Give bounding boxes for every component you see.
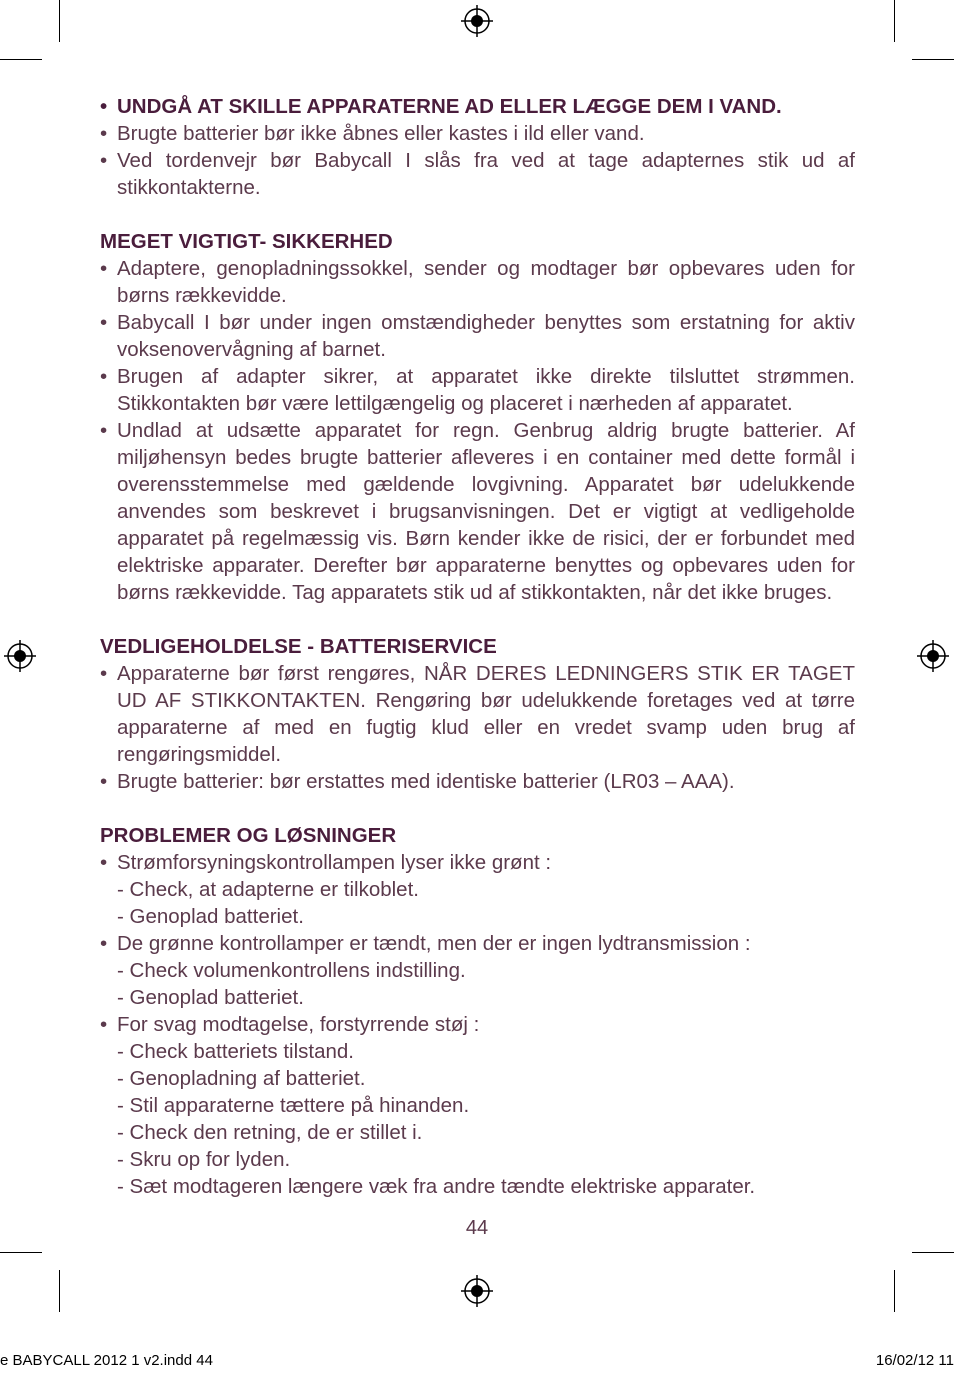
list-item: • Undlad at udsætte apparatet for regn. Genbrug aldrig brugte batterier. Af miljøhensyn bedes brugte batterier afleveres i en container med dette formål i overensstemmelse med gældende lovgivning. Apparatet bør udelukkende anvendes som beskrevet i brugsanvisningen. Det er vigtigt at vedligeholde apparatet på regelmæssig vis. Børn kender ikke de risici, der er forbundet med elektriske apparater. Derefter bør apparaterne benyttes og opbevares uden for børns rækkevidde. Tag apparatets stik ud af stikkontakten, når det ikke bruges. (100, 417, 855, 606)
list-item: • UNDGÅ AT SKILLE APPARATERNE AD ELLER LÆGGE DEM I VAND. (100, 93, 855, 120)
registration-mark-icon (915, 638, 951, 674)
crop-mark-top-left-v (59, 0, 60, 42)
page-content (100, 93, 855, 1200)
solution-item: - Check, at adapterne er tilkoblet. (117, 878, 419, 901)
list-item: • Brugen af adapter sikrer, at apparatet ikke direkte tilsluttet strømmen. Stikkontakten bør være lettilgængelig og placeret i nærheden af apparatet. (100, 363, 855, 417)
section-troubleshooting (100, 822, 855, 1200)
solution-item: - Check batteriets tilstand. (117, 1040, 354, 1063)
solution-item: - Stil apparaterne tættere på hinanden. (117, 1094, 470, 1117)
list-item: • Apparaterne bør først rengøres, NÅR DERES LEDNINGERS STIK ER TAGET UD AF STIKKONTAKTEN. Rengøring bør udelukkende foretages ved at tørre apparaterne af med en fugtig klud eller en vredet svamp uden brug af rengøringsmiddel. (100, 660, 855, 768)
solution-item: - Check den retning, de er stillet i. (117, 1121, 423, 1144)
list-item: • Babycall I bør under ingen omstændigheder benyttes som erstatning for aktiv voksenovervågning af barnet. (100, 309, 855, 363)
registration-mark-icon (459, 1273, 495, 1309)
slug-file-name: e BABYCALL 2012 1 v2.indd 44 (0, 1352, 213, 1369)
solution-item: - Genoplad batteriet. (117, 905, 304, 928)
section-safety (100, 228, 855, 606)
list-item: • Ved tordenvejr bør Babycall I slås fra ved at tage adapternes stik ud af stikkontakterne. (100, 147, 855, 201)
section-maintenance (100, 633, 855, 795)
solution-item: - Check volumenkontrollens indstilling. (117, 959, 466, 982)
registration-mark-icon (2, 638, 38, 674)
crop-mark-bottom-left-v (59, 1270, 60, 1312)
solution-item: - Genopladning af batteriet. (117, 1067, 366, 1090)
problem-item: • De grønne kontrollamper er tændt, men der er ingen lydtransmission : (100, 930, 855, 957)
section-heading: VEDLIGEHOLDELSE - BATTERISERVICE (100, 635, 497, 658)
list-item: • Brugte batterier bør ikke åbnes eller kastes i ild eller vand. (100, 120, 855, 147)
slug-date: 16/02/12 11 (875, 1352, 954, 1369)
section-heading: PROBLEMER OG LØSNINGER (100, 824, 397, 847)
crop-mark-top-left-h (0, 59, 42, 60)
solution-item: - Skru op for lyden. (117, 1148, 291, 1171)
crop-mark-top-right-v (894, 0, 895, 42)
safety-list (100, 93, 855, 201)
problem-item: • For svag modtagelse, forstyrrende støj : (100, 1011, 855, 1038)
crop-mark-bottom-left-h (0, 1252, 42, 1253)
crop-mark-bottom-right-v (894, 1270, 895, 1312)
problem-item: • Strømforsyningskontrollampen lyser ikke grønt : (100, 849, 855, 876)
section-heading: MEGET VIGTIGT- SIKKERHED (100, 230, 393, 253)
solution-item: - Sæt modtageren længere væk fra andre tændte elektriske apparater. (117, 1175, 756, 1198)
list-item: • Brugte batterier: bør erstattes med identiske batterier (LR03 – AAA). (100, 768, 855, 795)
crop-mark-bottom-right-h (912, 1252, 954, 1253)
list-item: • Adaptere, genopladningssokkel, sender og modtager bør opbevares uden for børns rækkevidde. (100, 255, 855, 309)
registration-mark-icon (459, 3, 495, 39)
crop-mark-top-right-h (912, 59, 954, 60)
page-number: 44 (465, 1217, 489, 1239)
solution-item: - Genoplad batteriet. (117, 986, 304, 1009)
